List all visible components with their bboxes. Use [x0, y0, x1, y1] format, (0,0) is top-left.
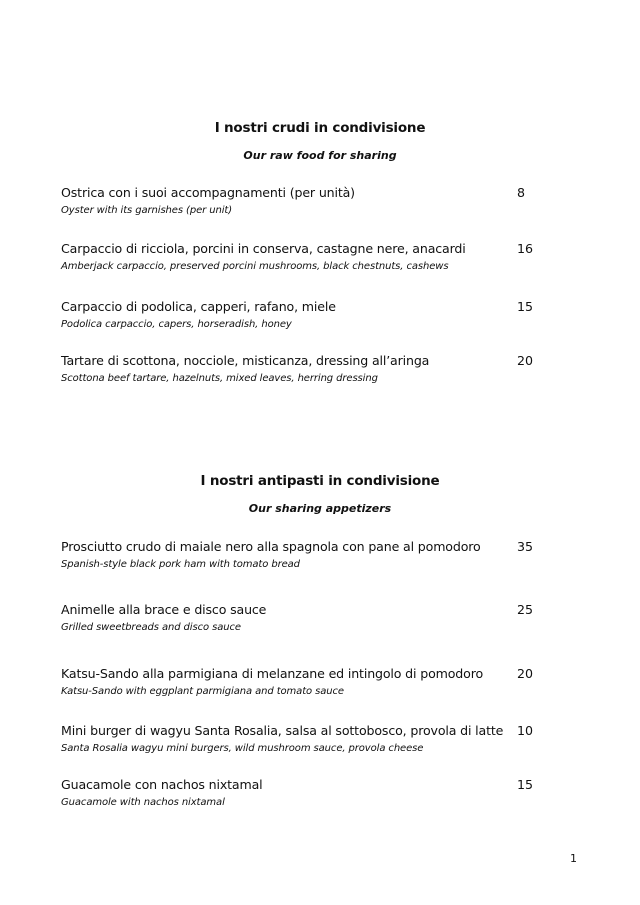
menu-item-price: 20 [517, 666, 534, 681]
menu-item-description: Guacamole with nachos nixtamal [61, 797, 225, 808]
menu-item [61, 185, 541, 218]
menu-item-price: 15 [517, 299, 534, 314]
menu-item-description: Amberjack carpaccio, preserved porcini mushrooms, black chestnuts, cashews [61, 261, 449, 272]
menu-item-name: Prosciutto crudo di maiale nero alla spagnola con pane al pomodoro [61, 539, 481, 554]
menu-item-description: Oyster with its garnishes (per unit) [61, 205, 233, 216]
menu-item-name: Tartare di scottona, nocciole, misticanza, dressing all’aringa [61, 353, 430, 368]
menu-item-description: Santa Rosalia wagyu mini burgers, wild mushroom sauce, provola cheese [61, 743, 424, 754]
menu-item-name: Ostrica con i suoi accompagnamenti (per unità) [61, 185, 355, 200]
menu-item-name: Mini burger di wagyu Santa Rosalia, salsa al sottobosco, provola di latte [61, 723, 504, 738]
menu-item-price: 15 [517, 777, 534, 792]
menu-item [61, 539, 541, 572]
menu-item-description: Grilled sweetbreads and disco sauce [61, 622, 241, 633]
menu-item-description: Scottona beef tartare, hazelnuts, mixed leaves, herring dressing [61, 373, 378, 384]
menu-item-price: 25 [517, 602, 534, 617]
menu-item-name: Guacamole con nachos nixtamal [61, 777, 263, 792]
menu-item-price: 8 [517, 185, 526, 200]
menu-item-price: 16 [517, 241, 534, 256]
menu-item [61, 299, 541, 332]
menu-item-price: 35 [517, 539, 534, 554]
menu-item-price: 20 [517, 353, 534, 368]
menu-item-name: Katsu-Sando alla parmigiana di melanzane ed intingolo di pomodoro [61, 666, 484, 681]
page-number: 1 [570, 852, 577, 865]
menu-item-description: Spanish-style black pork ham with tomato bread [61, 559, 300, 570]
menu-item [61, 353, 541, 386]
menu-item [61, 602, 541, 635]
menu-item [61, 777, 541, 810]
menu-item-price: 10 [517, 723, 534, 738]
menu-item-description: Katsu-Sando with eggplant parmigiana and tomato sauce [61, 686, 344, 697]
menu-item-name: Animelle alla brace e disco sauce [61, 602, 267, 617]
section-subtitle-raw: Our raw food for sharing [243, 149, 397, 162]
menu-item [61, 666, 541, 699]
menu-item [61, 723, 541, 756]
section-title-raw: I nostri crudi in condivisione [214, 120, 426, 136]
menu-item-description: Podolica carpaccio, capers, horseradish, honey [61, 319, 292, 330]
menu-item [61, 241, 541, 274]
section-subtitle-appetizers: Our sharing appetizers [248, 502, 392, 515]
menu-item-name: Carpaccio di podolica, capperi, rafano, miele [61, 299, 336, 314]
section-title-appetizers: I nostri antipasti in condivisione [200, 473, 440, 489]
menu-item-name: Carpaccio di ricciola, porcini in conserva, castagne nere, anacardi [61, 241, 466, 256]
